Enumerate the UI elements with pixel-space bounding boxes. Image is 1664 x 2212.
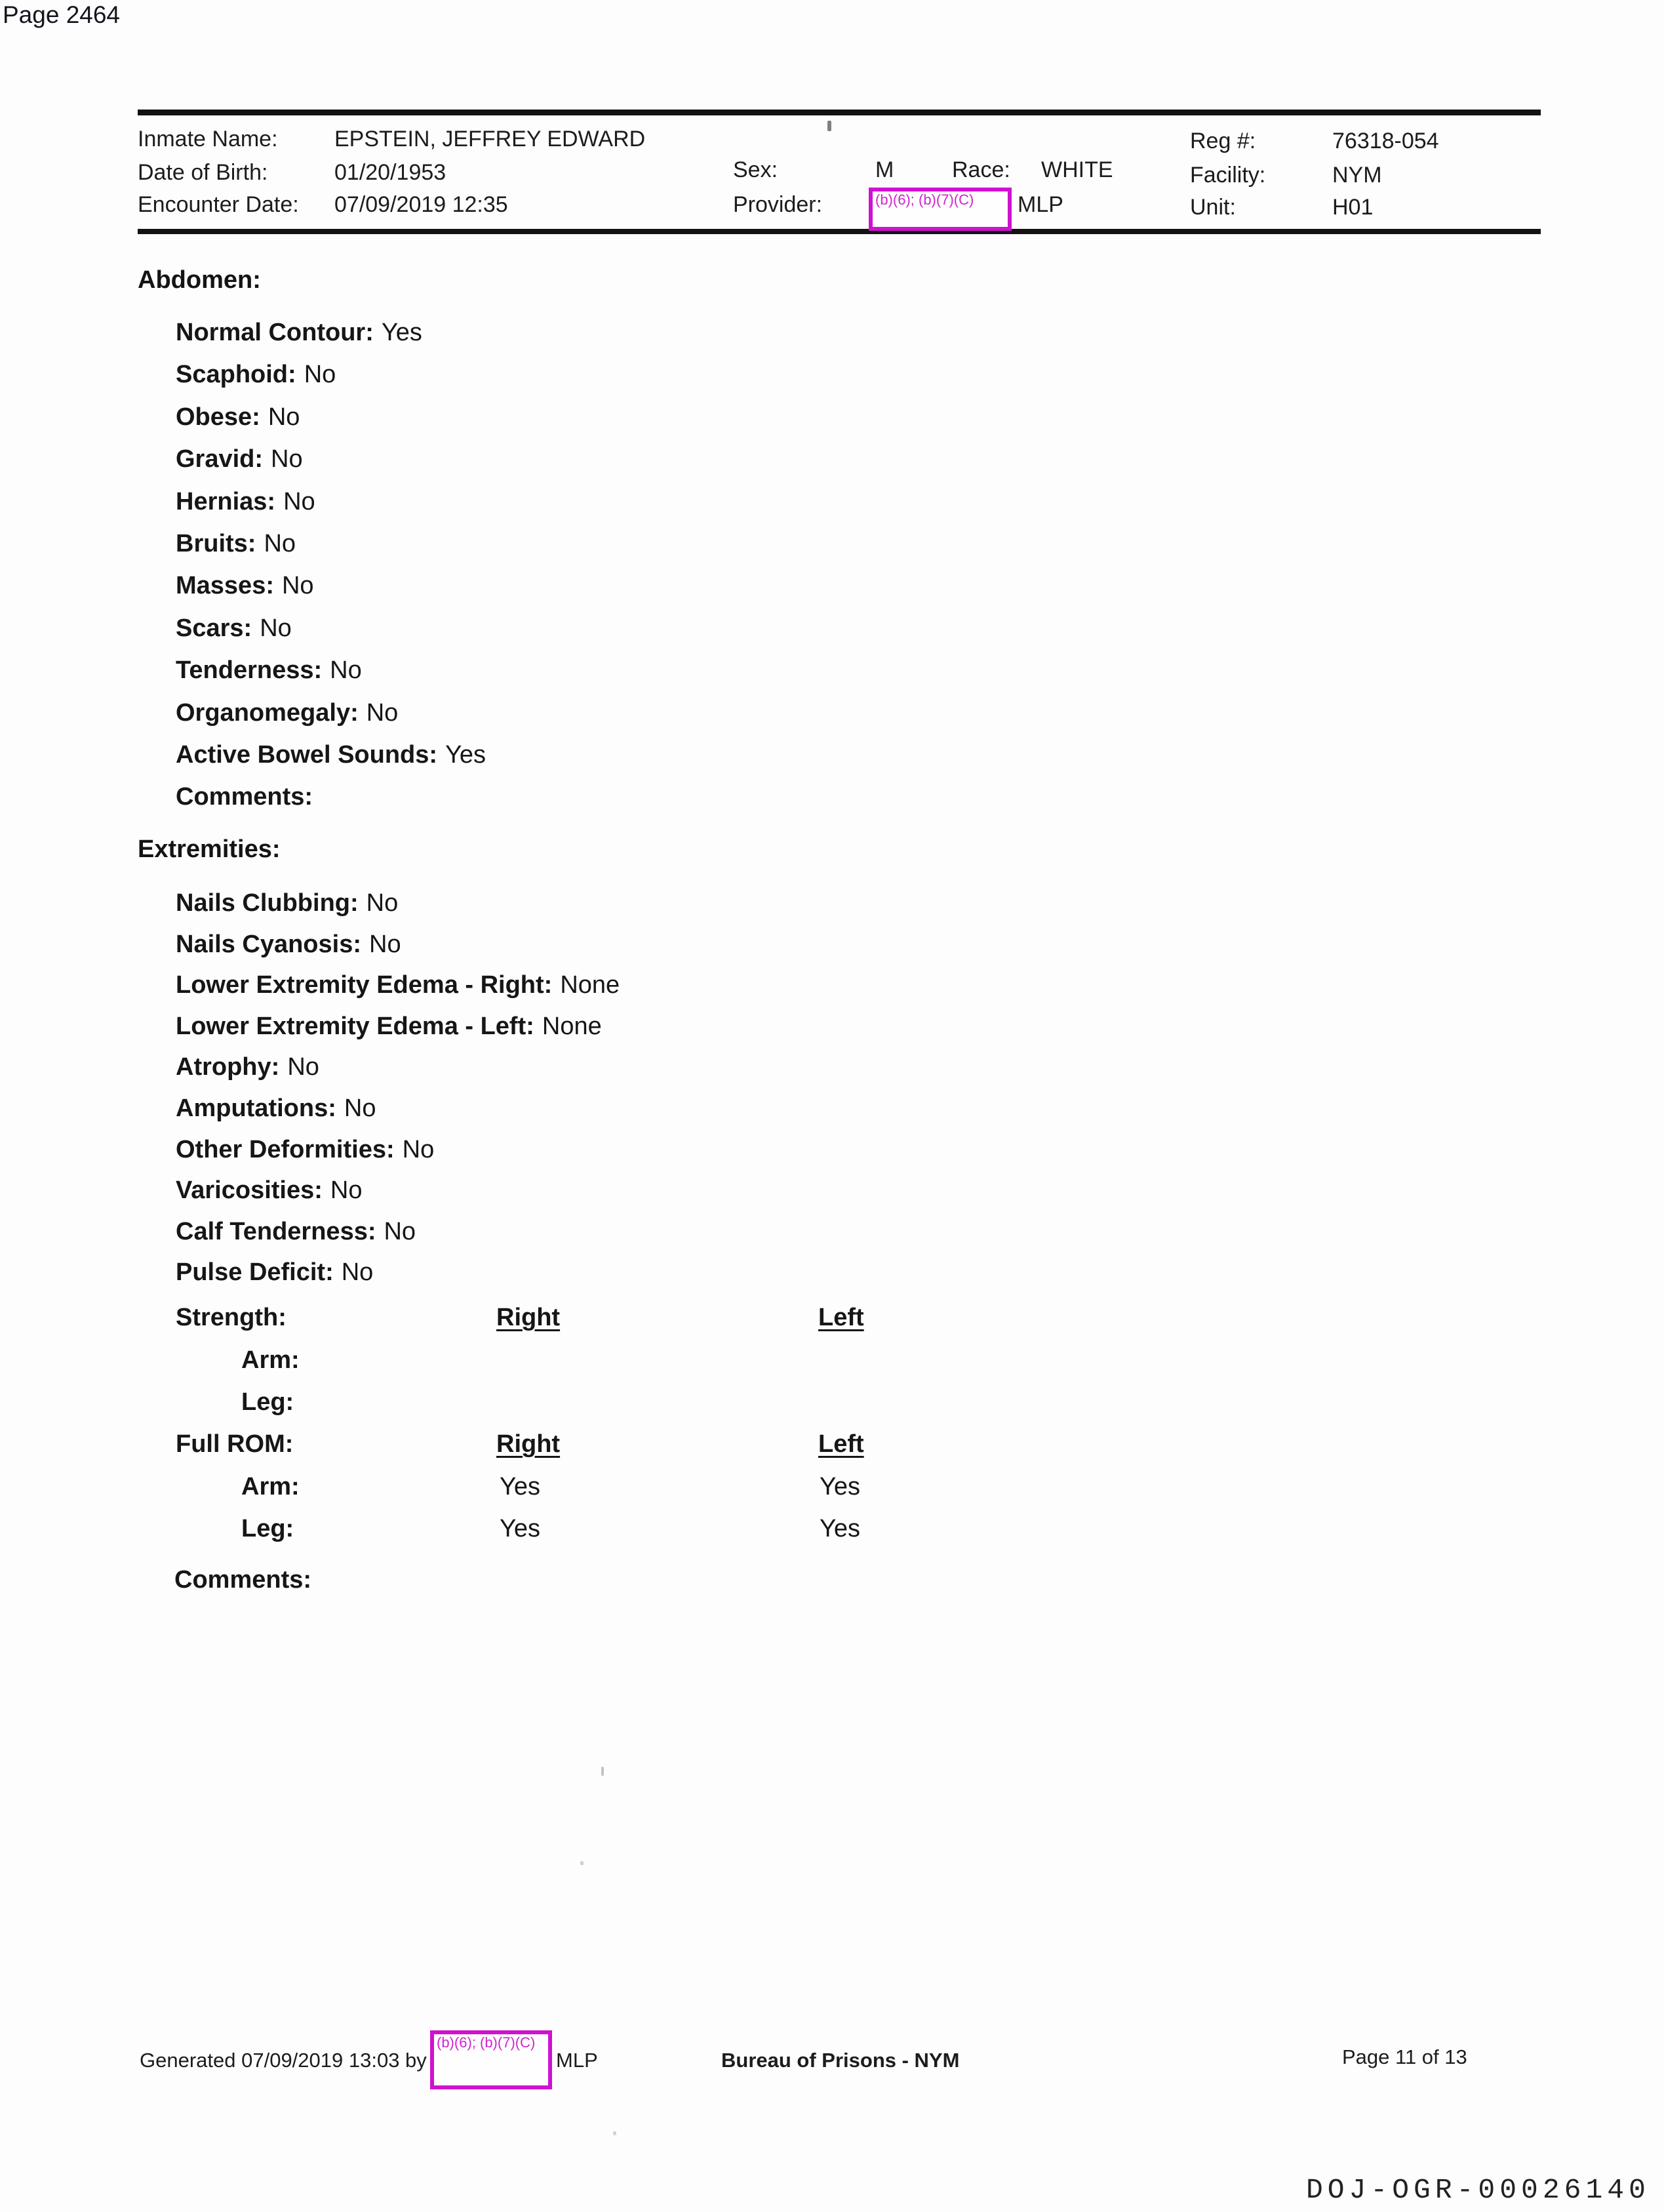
field-label: Hernias: <box>176 488 276 515</box>
field-value: None <box>560 971 620 999</box>
race-label: Race: <box>952 157 1010 182</box>
field-line <box>176 699 398 727</box>
full-rom-arm-right: Yes <box>500 1473 540 1500</box>
strength-col-left: Left <box>818 1304 864 1331</box>
field-value: No <box>304 361 336 388</box>
field-label: Calf Tenderness: <box>176 1218 376 1245</box>
full-rom-leg-label <box>241 1515 294 1543</box>
field-line <box>176 656 362 685</box>
field-label: Scaphoid: <box>176 361 296 388</box>
footer-page-info: Page 11 of 13 <box>1342 2045 1467 2068</box>
field-label: Comments: <box>174 1566 312 1594</box>
field-line <box>176 1095 376 1123</box>
field-line <box>176 971 620 999</box>
footer-redaction-box <box>430 2030 552 2089</box>
field-value: No <box>271 445 303 473</box>
field-label: Masses: <box>176 572 274 599</box>
scan-artifact <box>580 1861 584 1865</box>
field-line <box>176 488 315 516</box>
field-label: Arm: <box>241 1473 300 1500</box>
field-line <box>176 403 300 432</box>
field-value: No <box>287 1053 319 1081</box>
field-value: No <box>281 572 314 599</box>
encounter-date-value: 07/09/2019 12:35 <box>334 192 508 217</box>
field-value: No <box>369 931 401 958</box>
field-label: Leg: <box>241 1515 294 1542</box>
field-line <box>176 1053 319 1081</box>
section-title: Extremities: <box>138 835 281 863</box>
sex-label: Sex: <box>733 157 778 182</box>
scan-artifact <box>601 1767 604 1776</box>
field-line <box>176 319 422 347</box>
bates-number: DOJ-OGR-00026140 <box>1306 2174 1650 2206</box>
field-label: Lower Extremity Edema - Left: <box>176 1013 534 1040</box>
provider-label: Provider: <box>733 192 823 217</box>
field-line <box>176 530 296 558</box>
strength-leg-label <box>241 1388 294 1417</box>
field-value: Yes <box>381 319 422 346</box>
scan-artifact <box>613 2131 616 2135</box>
field-label: Nails Clubbing: <box>176 889 359 917</box>
inmate-name-label: Inmate Name: <box>138 127 278 151</box>
full-rom-arm-left: Yes <box>820 1473 860 1500</box>
unit-value: H01 <box>1332 195 1374 220</box>
dob-value: 01/20/1953 <box>334 160 446 185</box>
field-value: Yes <box>445 741 486 769</box>
field-line <box>176 783 321 811</box>
provider-redaction-box <box>869 188 1012 231</box>
field-label: Organomegaly: <box>176 699 359 727</box>
field-label: Tenderness: <box>176 656 323 684</box>
encounter-date-label: Encounter Date: <box>138 192 299 217</box>
reg-number-label: Reg #: <box>1190 129 1256 153</box>
field-line <box>176 889 398 917</box>
field-line <box>176 572 314 600</box>
full-rom-col-left: Left <box>818 1430 864 1458</box>
field-value: No <box>283 488 315 515</box>
field-line <box>176 741 486 769</box>
facility-value: NYM <box>1332 163 1382 188</box>
pdf-page-number: Page 2464 <box>3 1 121 28</box>
field-value: No <box>384 1218 416 1245</box>
field-label: Bruits: <box>176 530 256 557</box>
generated-by-text: Generated 07/09/2019 13:03 by <box>140 2049 427 2072</box>
full-rom-leg-right: Yes <box>500 1515 540 1542</box>
field-label: Normal Contour: <box>176 319 374 346</box>
field-label: Scars: <box>176 614 252 642</box>
field-line <box>176 1176 362 1205</box>
provider-redaction-code: (b)(6); (b)(7)(C) <box>875 191 974 208</box>
field-value: No <box>330 1176 363 1204</box>
field-line <box>176 614 292 643</box>
field-line <box>176 1013 602 1041</box>
field-value: No <box>267 403 300 431</box>
section-title: Abdomen: <box>138 266 261 294</box>
field-value: No <box>341 1258 374 1286</box>
footer-org-name: Bureau of Prisons - NYM <box>721 2049 960 2072</box>
field-label: Strength: <box>176 1304 287 1331</box>
footer-provider-suffix: MLP <box>556 2049 598 2072</box>
full-rom-arm-label <box>241 1473 300 1501</box>
field-label: Other Deformities: <box>176 1136 395 1163</box>
field-line <box>176 1218 416 1246</box>
field-label: Arm: <box>241 1346 300 1374</box>
field-label: Gravid: <box>176 445 264 473</box>
strength-label <box>176 1304 287 1332</box>
header-bottom-rule <box>138 229 1541 234</box>
field-line <box>176 1136 434 1164</box>
field-line <box>176 931 401 959</box>
field-label: Atrophy: <box>176 1053 280 1081</box>
scan-artifact <box>827 121 831 131</box>
field-label: Active Bowel Sounds: <box>176 741 438 769</box>
dob-label: Date of Birth: <box>138 160 268 185</box>
field-label: Lower Extremity Edema - Right: <box>176 971 553 999</box>
field-line <box>176 1258 373 1287</box>
field-label: Nails Cyanosis: <box>176 931 361 958</box>
reg-number-value: 76318-054 <box>1332 129 1439 153</box>
field-value: No <box>366 699 399 727</box>
sex-value: M <box>875 157 894 182</box>
field-label: Pulse Deficit: <box>176 1258 334 1286</box>
field-value: None <box>542 1013 602 1040</box>
full-rom-col-right: Right <box>496 1430 561 1458</box>
field-label: Obese: <box>176 403 260 431</box>
provider-suffix: MLP <box>1018 192 1063 217</box>
field-label: Full ROM: <box>176 1430 294 1458</box>
full-rom-label <box>176 1430 293 1458</box>
field-label: Varicosities: <box>176 1176 323 1204</box>
field-value: No <box>402 1136 435 1163</box>
race-value: WHITE <box>1041 157 1113 182</box>
field-value: No <box>264 530 296 557</box>
field-line <box>176 445 303 473</box>
full-rom-leg-left: Yes <box>820 1515 860 1542</box>
field-label: Leg: <box>241 1388 294 1416</box>
field-value: No <box>344 1095 376 1122</box>
field-value: No <box>366 889 399 917</box>
inmate-name-value: EPSTEIN, JEFFREY EDWARD <box>334 127 646 151</box>
facility-label: Facility: <box>1190 163 1266 188</box>
footer-redaction-code: (b)(6); (b)(7)(C) <box>437 2034 536 2051</box>
field-value: No <box>260 614 292 642</box>
field-value: No <box>330 656 362 684</box>
field-label: Amputations: <box>176 1095 336 1122</box>
header-top-rule <box>138 110 1541 115</box>
field-label: Comments: <box>176 783 313 811</box>
strength-arm-label <box>241 1346 300 1375</box>
field-line <box>176 361 336 389</box>
unit-label: Unit: <box>1190 195 1236 220</box>
strength-col-right: Right <box>496 1304 561 1331</box>
extremities-comments-label <box>174 1566 311 1594</box>
